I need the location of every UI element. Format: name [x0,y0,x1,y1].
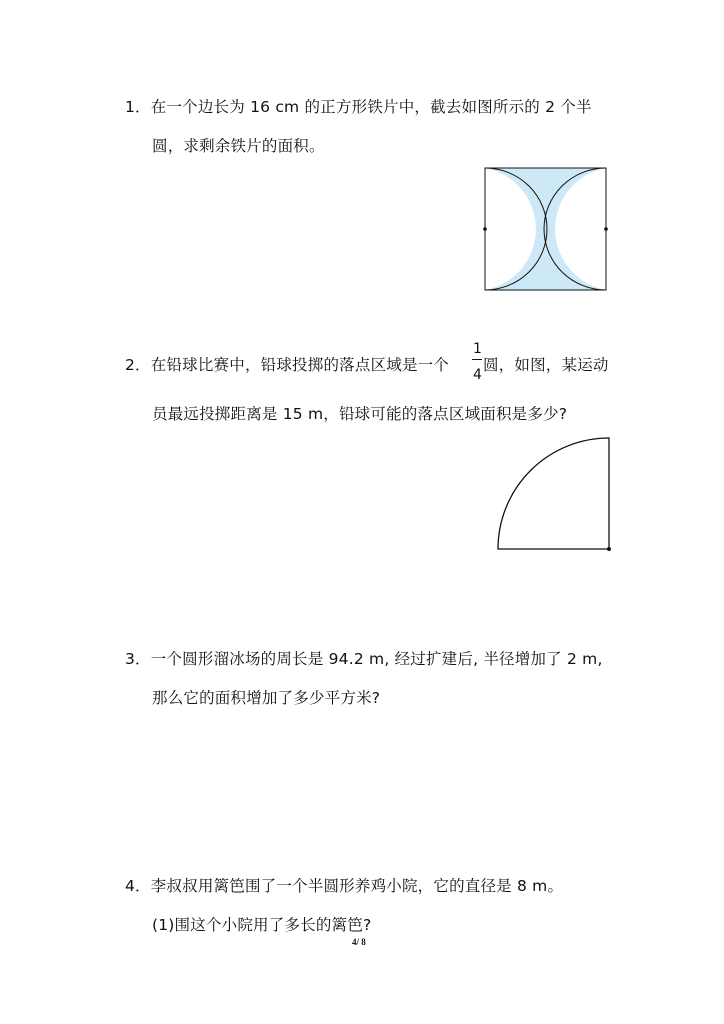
q1-square-semicircles-figure [480,164,614,294]
q4-line1: 4．李叔叔用篱笆围了一个半圆形养鸡小院，它的直径是 8 m。 [125,877,564,895]
q3-line2: 那么它的面积增加了多少平方米? [152,689,381,707]
q2-line1-pre: 2．在铅球比赛中，铅球投掷的落点区域是一个 [125,356,450,374]
q2-fraction-numerator: 1 [473,341,482,357]
q2-quarter-circle [498,438,609,549]
q1-remaining-area [485,168,606,290]
q1-line1: 1．在一个边长为 16 cm 的正方形铁片中，截去如图所示的 2 个半 [125,98,592,116]
q1-right-center-dot [604,227,608,231]
page-number: 4/ 8 [352,937,366,947]
q4-sub1: (1)围这个小院用了多长的篱笆? [152,916,372,934]
q2-quarter-circle-figure [492,434,616,554]
q2-line2: 员最远投掷距离是 15 m，铅球可能的落点区域面积是多少? [152,405,568,423]
q2-center-dot [607,547,611,551]
q2-fraction-bar [472,359,482,360]
q3-line1: 3．一个圆形溜冰场的周长是 94.2 m, 经过扩建后, 半径增加了 2 m, [125,650,603,668]
q2-fraction-denominator: 4 [473,367,482,383]
q1-left-center-dot [483,227,487,231]
q1-line2: 圆，求剩余铁片的面积。 [152,137,325,155]
q2-line1-post: 圆，如图，某运动 [483,356,609,374]
